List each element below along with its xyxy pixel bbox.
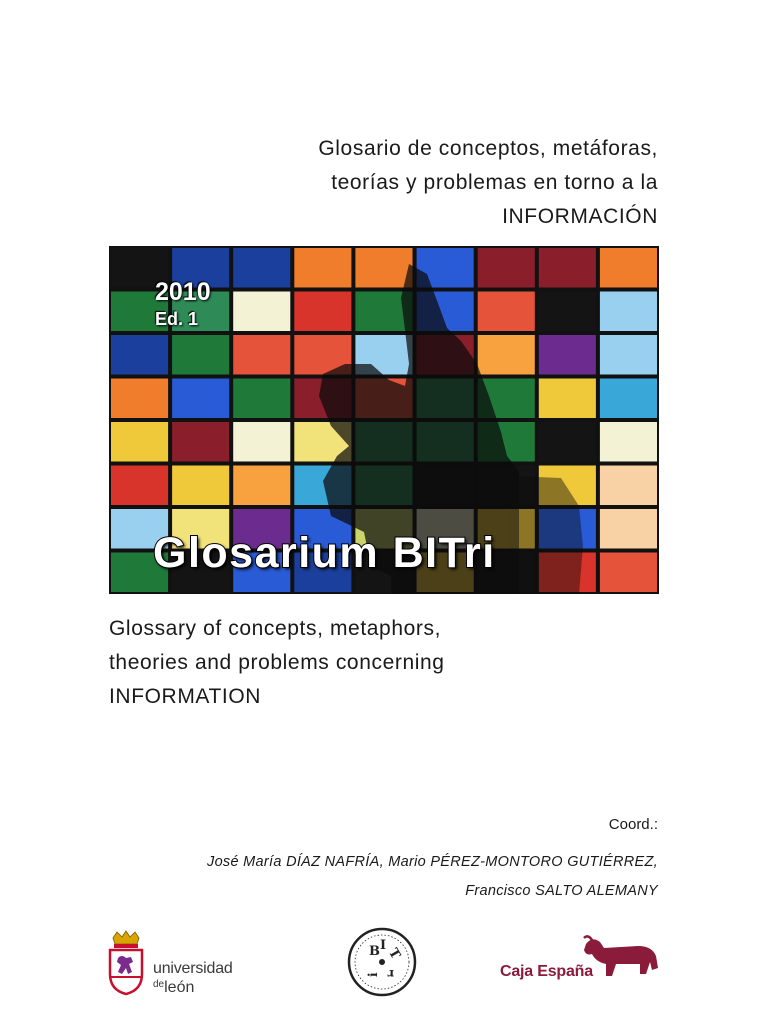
spanish-title-line-1: Glosario de conceptos, metáforas, bbox=[318, 137, 658, 160]
mosaic-tile bbox=[172, 335, 229, 375]
mosaic-tile bbox=[111, 466, 168, 506]
mosaic-tile bbox=[478, 292, 535, 332]
mosaic-tile bbox=[111, 379, 168, 419]
coordination-label: Coord.: bbox=[608, 816, 658, 833]
mosaic-tile bbox=[233, 248, 290, 288]
mosaic-tile bbox=[600, 379, 657, 419]
mosaic-tile bbox=[233, 466, 290, 506]
mosaic-tile bbox=[233, 422, 290, 462]
mosaic-tile bbox=[478, 248, 535, 288]
university-leon: león bbox=[164, 979, 195, 996]
mosaic-tile bbox=[539, 335, 596, 375]
mosaic-tile bbox=[600, 466, 657, 506]
spanish-title-line-2: teorías y problemas en torno a la bbox=[331, 171, 658, 194]
mosaic-tile bbox=[539, 248, 596, 288]
university-crest-icon bbox=[107, 930, 145, 996]
university-de: de bbox=[153, 979, 165, 990]
university-city bbox=[153, 977, 194, 996]
authors bbox=[98, 848, 658, 906]
mosaic-tile bbox=[600, 335, 657, 375]
universidad-de-leon-logo bbox=[107, 930, 257, 996]
english-title bbox=[109, 612, 669, 714]
mosaic-tile bbox=[233, 335, 290, 375]
bank-name: Caja España bbox=[500, 963, 593, 980]
university-name: universidad bbox=[153, 960, 233, 977]
mosaic-tile bbox=[294, 292, 351, 332]
english-title-line-3: INFORMATION bbox=[109, 685, 262, 708]
mosaic-tile bbox=[172, 379, 229, 419]
bitri-letter-t: T bbox=[385, 946, 403, 962]
glosarium-brand: Glosarium BITri bbox=[153, 529, 496, 577]
mosaic-tile bbox=[233, 379, 290, 419]
spanish-title-line-3: INFORMACIÓN bbox=[502, 205, 658, 228]
edition-number: Ed. 1 bbox=[155, 309, 199, 329]
mosaic-tile bbox=[233, 292, 290, 332]
mosaic-tile bbox=[600, 422, 657, 462]
authors-line-2: Francisco SALTO ALEMANY bbox=[465, 883, 658, 899]
bitri-seal-icon bbox=[346, 926, 418, 998]
english-title-line-2: theories and problems concerning bbox=[109, 651, 445, 674]
mosaic-tile bbox=[600, 292, 657, 332]
mosaic-tile bbox=[478, 335, 535, 375]
mosaic-tile bbox=[294, 248, 351, 288]
mosaic-tile bbox=[172, 422, 229, 462]
edition-year: 2010 bbox=[155, 278, 211, 306]
bitri-logo bbox=[346, 926, 418, 998]
bitri-letter-b: B bbox=[369, 944, 380, 959]
bitri-letter-i: I bbox=[380, 938, 387, 953]
authors-line-1: José María DÍAZ NAFRÍA, Mario PÉREZ-MONTORO GUTIÉRREZ, bbox=[207, 854, 658, 870]
mosaic-tile bbox=[539, 292, 596, 332]
mosaic-tile bbox=[600, 509, 657, 549]
mosaic-tile bbox=[111, 422, 168, 462]
mosaic-tile bbox=[111, 335, 168, 375]
mosaic-tile bbox=[355, 248, 412, 288]
english-title-line-1: Glossary of concepts, metaphors, bbox=[109, 617, 442, 640]
mosaic-tile bbox=[600, 553, 657, 593]
mosaic-tile bbox=[539, 379, 596, 419]
spanish-title bbox=[138, 132, 658, 234]
bull-icon bbox=[582, 934, 662, 982]
caja-espana-logo bbox=[500, 938, 662, 986]
mosaic-tile bbox=[172, 466, 229, 506]
cover-image bbox=[109, 246, 659, 594]
mosaic-tile bbox=[600, 248, 657, 288]
mosaic-tile bbox=[539, 422, 596, 462]
bitri-letter-i2: i bbox=[366, 972, 380, 977]
bitri-letter-r: r bbox=[387, 967, 394, 981]
